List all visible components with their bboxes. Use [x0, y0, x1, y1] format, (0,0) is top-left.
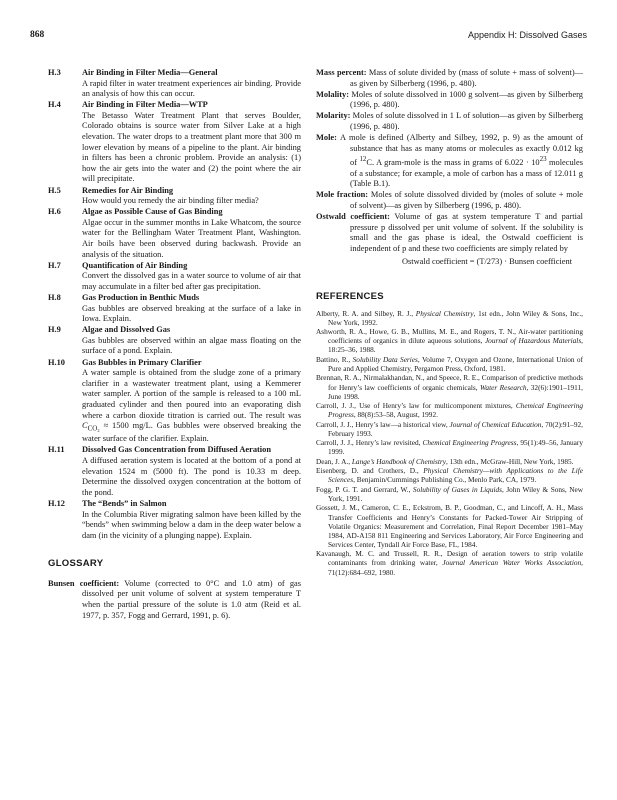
problem-number: H.4 [48, 100, 61, 110]
problem-title: Air Binding in Filter Media—WTP [82, 100, 208, 110]
problem-h11 [48, 445, 301, 498]
glossary-definition: Moles of solute dissolved in 1000 g solvent—as given by Silberberg (1996, p. 480). [350, 89, 583, 110]
glossary-term: Mole: [316, 133, 337, 143]
glossary-entry-ostwald [316, 212, 583, 268]
problem-h5 [48, 186, 301, 207]
reference-text: , Volume 7, Oxygen and Ozone, International Union of Pure and Applied Chemistry, Pergamon Press, Oxford, 1981. [328, 354, 583, 373]
reference-text: Ashworth, R. A., Howe, G. B., Mullins, M. E., and Rogers, T. N., Air-water partitioning coefficients of organics in dilute aqueous solutions, [316, 327, 583, 346]
problem-h3 [48, 68, 301, 100]
problem-h8 [48, 293, 301, 325]
ostwald-formula: Ostwald coefficient = (T/273) · Bunsen coefficient [402, 257, 572, 267]
problem-title: Quantification of Air Binding [82, 260, 188, 270]
problem-number: H.8 [48, 292, 61, 302]
reference-text: Carroll, J. J., Henry’s law—a historical view, [316, 419, 450, 429]
problem-body: A rapid filter in water treatment experiences air binding. Provide an analysis of how this can occur. [82, 78, 301, 99]
reference-text: Battino, R., [316, 354, 353, 364]
problem-number: H.6 [48, 207, 61, 217]
reference-text: , 71(12):684–692, 1980. [328, 558, 583, 577]
glossary-entry-mass-percent [316, 68, 583, 89]
problem-title: Gas Bubbles in Primary Clarifier [82, 357, 202, 367]
reference-text: , 95(1):49–56, January 1999. [328, 438, 583, 457]
concentration-subscript: CO₂ [87, 424, 100, 433]
reference-text: , Benjamin/Cummings Publishing Co., Menlo Park, CA, 1979. [353, 475, 537, 485]
reference-item [316, 485, 583, 503]
isotope-superscript: 12 [359, 155, 367, 164]
glossary-term: Mole fraction: [316, 190, 369, 200]
reference-item [316, 457, 583, 466]
concentration-variable: C [82, 421, 88, 431]
glossary-term: Molarity: [316, 111, 351, 121]
glossary-definition: Moles of solute dissolved divided by (moles of solute + mole of solvent)—as given by Silberberg (1996, p. 480). [350, 190, 583, 210]
problem-body [48, 368, 301, 445]
problem-number: H.9 [48, 325, 61, 335]
glossary-definition: Volume (corrected to 0°C and 1.0 atm) of gas dissolved per unit volume of solvent at system temperature T when the partial pressure of the solute is 1.0 atm (Reid et al. 1977, p. 357, Fogg and Gerrard, 1991, p. 6). [82, 578, 301, 620]
problem-body: In the Columbia River migrating salmon have been killed by the “bends” when swimming below a dam in the deep water below a dam (in the vicinity of a plunging nappe). Explain. [82, 509, 301, 540]
exponent-superscript: 23 [539, 155, 547, 164]
reference-text: , John Wiley & Sons, New York, 1991. [328, 484, 584, 503]
glossary-definition: Volume of gas at system temperature T and partial pressure p dissolved per unit volume of solvent. If the solubility is small and the gas phase is ideal, the Ostwald coefficient is independent of p and these two coefficients are simply related by [350, 212, 583, 253]
reference-text: Eisenberg, D. and Crothers, D., [316, 466, 424, 476]
reference-title: Physical Chemistry—with Applications to the Life Sciences [328, 466, 583, 485]
problem-body: The Betasso Water Treatment Plant that serves Boulder, Colorado obtains is source water from Silver Lake at a high elevation. The water drops to a treatment plant more that 300 m lower elevation by means of a pipeline to the plant. Air binding in filters has been a chronic problem. Provide an analysis: (1) how the air gets into the water and (2) the point where the air will precipitate. [82, 110, 301, 184]
glossary-definition: Mass of solute divided by (mass of solute + mass of solvent)—as given by Silberberg (1996, p. 480). [350, 68, 583, 88]
problem-body: Gas bubbles are observed breaking at the surface of a lake in Iowa. Explain. [82, 303, 301, 324]
problem-body: How would you remedy the air binding filter media? [82, 196, 259, 206]
problem-body: A diffused aeration system is located at the bottom of a pond at elevation 1524 m (5000 ft). The pond is 10.33 m deep. Determine the dissolved oxygen concentration at the bottom of the pond. [82, 456, 301, 497]
left-column [48, 68, 301, 622]
reference-item [316, 549, 583, 576]
reference-item [316, 309, 583, 327]
glossary-term: Mass percent: [316, 68, 367, 77]
problem-body-text: A water sample is obtained from the sludge zone of a primary clarifier in a wastewater treatment plant, using a Kemmerer water sampler. A portion of the sample is released to a 100 mL graduated cylinder and then poured into an evaporating dish where a carbon dioxide titration is carried out. The result was [82, 368, 301, 420]
problem-h7 [48, 261, 301, 293]
page-number: 868 [30, 30, 45, 40]
reference-title: Journal of Hazardous Materials [484, 336, 582, 346]
glossary-term: Molality: [316, 89, 350, 99]
problem-title: The “Bends” in Salmon [82, 498, 167, 508]
reference-text: , 88(8):53–58, August, 1992. [353, 410, 438, 420]
problem-number: H.7 [48, 260, 61, 270]
problem-number: H.10 [48, 357, 65, 367]
reference-title: Lange’s Handbook of Chemistry [351, 456, 446, 466]
problem-number: H.5 [48, 185, 61, 195]
reference-title: Chemical Engineering Progress [422, 438, 517, 448]
reference-text: , 18:25–36, 1988. [328, 336, 583, 355]
reference-text: Gossett, J. M., Cameron, C. E., Eckstrom, B. P., Goodman, C., and Lincoff, A. H., Mass Transfer Coefficients and Henry’s Constants for Packed-Tower Air Stripping of Volatile Organics: Measurement and Correlation, Final Report December 1981–May 1984, AD-A158 811 Engineering and Services Laboratory, Air Force Engineering and Services Center, Tyndall Air Force Base, FL, 1984. [316, 503, 583, 549]
problem-h4 [48, 100, 301, 185]
reference-text: Alberty, R. A. and Silbey, R. J., [316, 308, 416, 318]
reference-title: Chemical Engineering Progress [328, 401, 583, 420]
reference-item [316, 503, 583, 548]
reference-item [316, 355, 583, 373]
problem-body-text: ≈ 1500 mg/L. Gas bubbles were observed breaking the water surface of the clarifier. Explain. [82, 421, 301, 444]
problem-title: Remedies for Air Binding [82, 185, 174, 195]
glossary-entry-bunsen [48, 579, 301, 621]
reference-list [316, 309, 583, 577]
reference-item [316, 401, 583, 419]
reference-item [316, 373, 583, 400]
glossary-entry-mole-fraction [316, 190, 583, 211]
reference-text: , 70(2):91–92, February 1993. [328, 419, 583, 438]
glossary-definition: Moles of solute dissolved in 1 L of solution—as given by Silberberg (1996, p. 480). [350, 111, 584, 131]
reference-text: Carroll, J. J., Henry’s law revisited, [316, 438, 423, 448]
problem-title: Air Binding in Filter Media—General [82, 68, 218, 77]
right-column [316, 68, 583, 577]
glossary-term: Ostwald coefficient: [316, 212, 390, 222]
problem-body: Algae occur in the summer months in Lake Whatcom, the source water for the Bellingham Water Treatment Plant, Washington. Air boils have been observed during backwash. Provide an analysis of the situation. [82, 217, 301, 259]
running-header: Appendix H: Dissolved Gases [467, 30, 587, 40]
reference-title: Physical Chemistry [415, 308, 474, 318]
problem-body: Gas bubbles are observed within an algae mass floating on the surface of a pond. Explain. [82, 335, 301, 356]
problem-title: Dissolved Gas Concentration from Diffused Aeration [82, 445, 271, 455]
reference-text: Dean, J. A., [316, 456, 352, 466]
reference-title: Solubility Data Series [352, 354, 418, 364]
problem-title: Gas Production in Benthic Muds [82, 292, 200, 302]
reference-title: Journal of Chemical Education [449, 419, 542, 429]
problem-title: Algae as Possible Cause of Gas Binding [82, 207, 223, 217]
reference-text: Kavanaugh, M. C. and Trussell, R. R., Design of aeration towers to strip volatile contaminants from drinking water, [316, 549, 583, 568]
reference-item [316, 420, 583, 438]
problem-h9 [48, 325, 301, 357]
problem-number: H.3 [48, 68, 61, 77]
problem-h12 [48, 499, 301, 541]
reference-text: Fogg, P. G. T. and Gerrard, W., [316, 484, 413, 494]
glossary-term: Bunsen coefficient: [48, 578, 120, 588]
reference-title: Water Research [480, 382, 527, 392]
reference-text: , 32(6):1901–1911, June 1998. [328, 382, 584, 401]
problem-h10 [48, 358, 301, 445]
reference-text: Carroll, J. J., Use of Henry’s law for multicomponent mixtures, [316, 401, 516, 411]
reference-text: Brennan, R. A., Nirmalakhandan, N., and Speece, R. E., Comparison of predictive methods for Henry’s law coefficients of organic chemicals, [316, 373, 583, 392]
glossary-definition: molecules of a substance; for example, a mole of carbon has a mass of 12.011 g (Table B.1). [350, 158, 583, 189]
problem-h6 [48, 207, 301, 260]
glossary-heading: GLOSSARY [48, 558, 104, 570]
reference-text: , 13th edn., McGraw-Hill, New York, 1985. [446, 456, 574, 466]
glossary-definition: C. A gram-mole is the mass in grams of 6.022 · 10 [366, 158, 540, 168]
reference-item [316, 438, 583, 456]
problem-title: Algae and Dissolved Gas [82, 325, 171, 335]
problem-body: Convert the dissolved gas in a water source to volume of air that may accumulate in a filter bed after gas precipitation. [82, 271, 301, 291]
problem-number: H.12 [48, 498, 65, 508]
glossary-entry-molality [316, 90, 583, 111]
glossary-entry-mole [316, 133, 583, 190]
glossary-definition: A mole is defined (Alberty and Silbey, 1992, p. 9) as the amount of substance that has as many atoms or molecules as exactly 0.012 kg of [339, 133, 583, 168]
reference-title: Journal American Water Works Association [442, 558, 582, 568]
glossary-entry-molarity [316, 111, 583, 132]
problem-number: H.11 [48, 445, 65, 455]
reference-title: Solubility of Gases in Liquids [412, 484, 502, 494]
reference-item [316, 466, 583, 484]
references-heading: REFERENCES [316, 290, 384, 302]
reference-item [316, 327, 583, 354]
reference-text: , 1st edn., John Wiley & Sons, Inc., New York, 1992. [328, 308, 583, 327]
